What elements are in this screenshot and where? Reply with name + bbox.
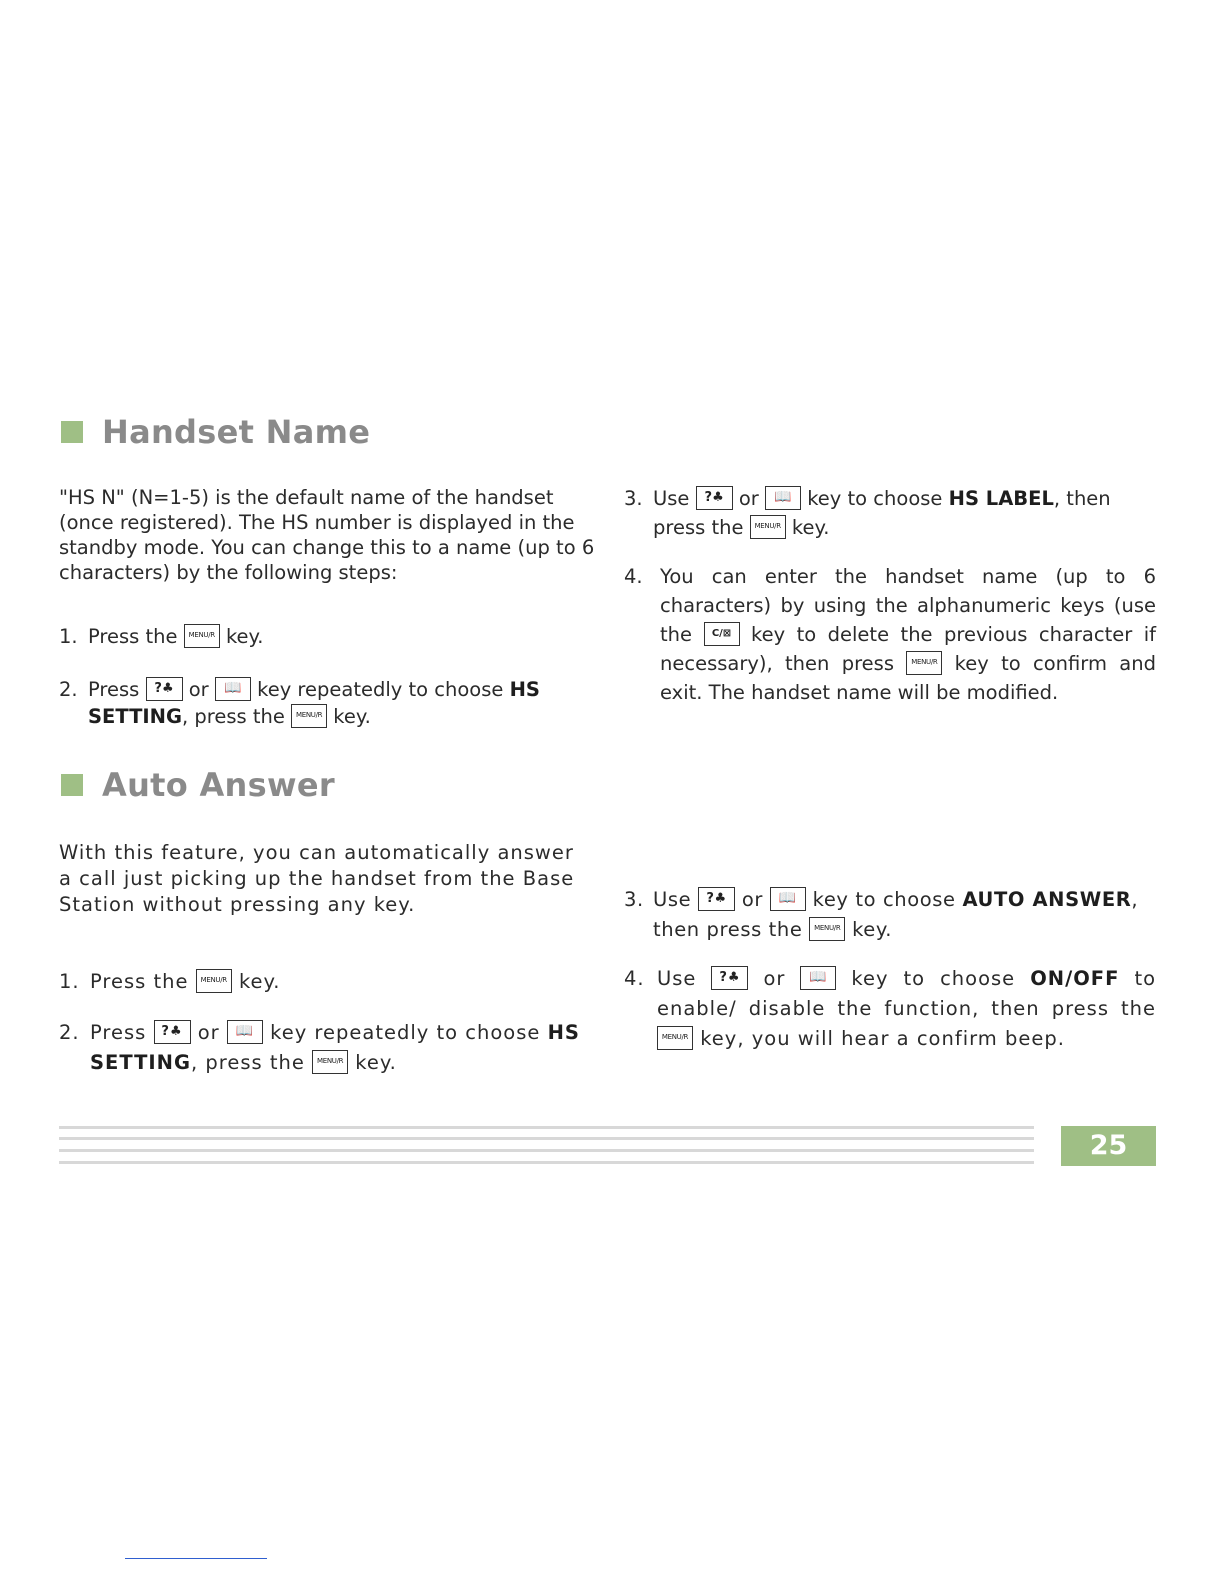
menu-key-icon: MENU/R — [184, 624, 220, 648]
auto-answer-intro: With this feature, you can automatically answer a call just picking up the handset from the Base Station without pressing any key. — [59, 841, 575, 916]
menu-key-icon: MENU/R — [906, 651, 942, 675]
auto-answer-step-3: 3. Use ?♣ or 📖 key to choose AUTO ANSWER, then press the MENU/R key. — [624, 888, 1139, 941]
section-title: Handset Name — [102, 413, 371, 451]
menu-key-icon: MENU/R — [750, 515, 786, 539]
handset-name-intro: "HS N" (N=1-5) is the default name of the handset (once registered). The HS number is displayed in the standby mode. You can change this to a name (up to 6 characters) by the following steps: — [59, 486, 595, 584]
footer-rule — [59, 1126, 1034, 1129]
book-key-icon: 📖 — [770, 887, 806, 911]
section-handset-name-heading — [61, 413, 370, 451]
menu-key-icon: MENU/R — [657, 1026, 693, 1050]
menu-key-icon: MENU/R — [291, 704, 327, 728]
section-bullet — [61, 774, 83, 796]
book-key-icon: 📖 — [800, 966, 836, 990]
menu-key-icon: MENU/R — [809, 917, 845, 941]
book-key-icon: 📖 — [765, 486, 801, 510]
footer-rule — [59, 1161, 1034, 1164]
footer-rule — [59, 1149, 1034, 1152]
phonebook-user-key-icon: ?♣ — [146, 677, 183, 701]
handset-name-step-4: 4. You can enter the handset name (up to 6 characters) by using the alphanumeric keys (use the C/⊠ key to delete the previous character if necessary), then press MENU/R key to confirm and exit. The handset name will be modified. — [624, 565, 1157, 704]
phonebook-user-key-icon: ?♣ — [711, 966, 748, 990]
section-bullet — [61, 421, 83, 443]
auto-answer-step-4: 4. Use ?♣ or 📖 key to choose ON/OFF to enable/ disable the function, then press the MENU/R key, you will hear a confirm beep. — [624, 967, 1157, 1050]
footer-rule — [59, 1137, 1034, 1140]
page-number: 25 — [1061, 1126, 1156, 1166]
menu-key-icon: MENU/R — [312, 1050, 348, 1074]
auto-answer-step-1: 1. Press the MENU/R key. — [59, 970, 281, 993]
section-auto-answer-heading — [61, 766, 335, 804]
decorative-link-line — [125, 1558, 267, 1559]
clear-key-icon: C/⊠ — [704, 622, 740, 646]
phonebook-user-key-icon: ?♣ — [698, 887, 735, 911]
phonebook-user-key-icon: ?♣ — [154, 1020, 191, 1044]
handset-name-step-1: 1. Press the MENU/R key. — [59, 625, 264, 648]
section-title: Auto Answer — [102, 766, 335, 804]
auto-answer-step-2: 2. Press ?♣ or 📖 key repeatedly to choose HS SETTING, press the MENU/R key. — [59, 1021, 580, 1074]
handset-name-step-3: 3. Use ?♣ or 📖 key to choose HS LABEL, then press the MENU/R key. — [624, 487, 1111, 539]
book-key-icon: 📖 — [215, 677, 251, 701]
handset-name-step-2: 2. Press ?♣ or 📖 key repeatedly to choose HS SETTING, press the MENU/R key. — [59, 678, 540, 728]
menu-key-icon: MENU/R — [196, 969, 232, 993]
book-key-icon: 📖 — [227, 1020, 263, 1044]
phonebook-user-key-icon: ?♣ — [696, 486, 733, 510]
